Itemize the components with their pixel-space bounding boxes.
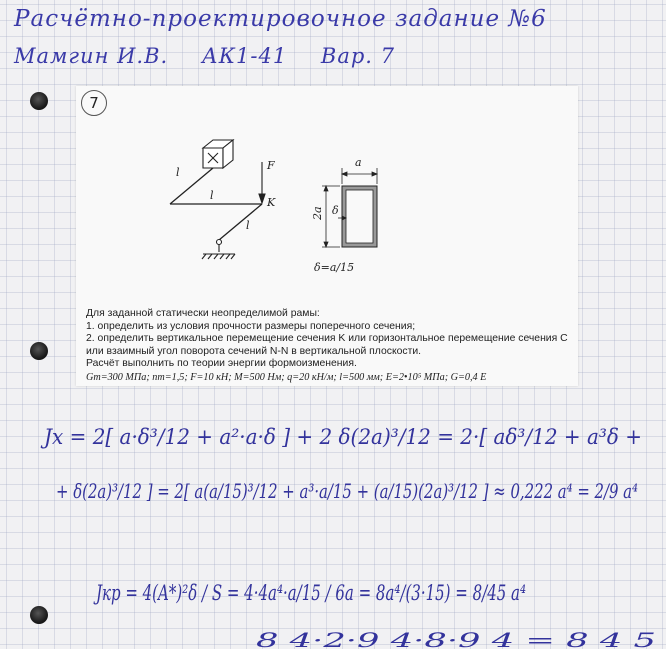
task-line: 2. определить вертикальное перемещение сечения K или горизонтальное перемещение сечения C или взаимный угол поворота сечений N-N в вертикальной плоскости. bbox=[86, 333, 568, 357]
task-line: 1. определить из условия прочности размеры поперечного сечения; bbox=[86, 320, 416, 332]
task-number: 7 bbox=[81, 90, 107, 116]
thickness-formula: δ=a/15 bbox=[314, 261, 355, 274]
author-name: Мамгин И.В. bbox=[14, 44, 169, 68]
group-code: АК1-41 bbox=[201, 44, 288, 68]
length-label: l bbox=[246, 219, 250, 232]
calc-line: + δ(2a)³/12 ] = 2[ a(a/15)³/12 + a³·a/15 + (a/15)(2a)³/12 ] ≈ 0,222 a⁴ = 2/9 a⁴ bbox=[56, 479, 638, 503]
calc-line: Jкр = 4(A*)²δ / S = 4·4a⁴·a/15 / 6a = 8a⁴/(3·15) = 8/45 a⁴ bbox=[93, 581, 527, 605]
page-title: Расчётно-проектировочное задание №6 bbox=[14, 6, 547, 32]
length-label: l bbox=[210, 189, 214, 202]
point-label: K bbox=[267, 196, 276, 209]
calc-line: 8 4·2·9 4·8·9 4 = 8 4 5 bbox=[256, 628, 656, 649]
task-parameters: Gт=300 МПа; nт=1,5; F=10 кН; M=500 Нм; q=20 кН/м; l=500 мм; E=2•10⁵ МПа; G=0,4 E bbox=[86, 371, 487, 383]
calc-line: Jx = 2[ a·δ³/12 + a²·a·δ ] + 2 δ(2a)³/12 = 2·[ aδ³/12 + a³δ + bbox=[40, 425, 642, 449]
dimension-2a-label: 2a bbox=[311, 206, 324, 220]
dimension-a-label: a bbox=[355, 156, 362, 169]
task-line: Для заданной статически неопределимой рамы: bbox=[86, 308, 320, 319]
variant-number: Вар. 7 bbox=[320, 44, 396, 68]
length-label: l bbox=[176, 166, 180, 179]
thickness-label: δ bbox=[332, 204, 339, 217]
task-line: Расчёт выполнить по теории энергии формоизменения. bbox=[86, 358, 357, 370]
force-label: F bbox=[267, 159, 275, 172]
